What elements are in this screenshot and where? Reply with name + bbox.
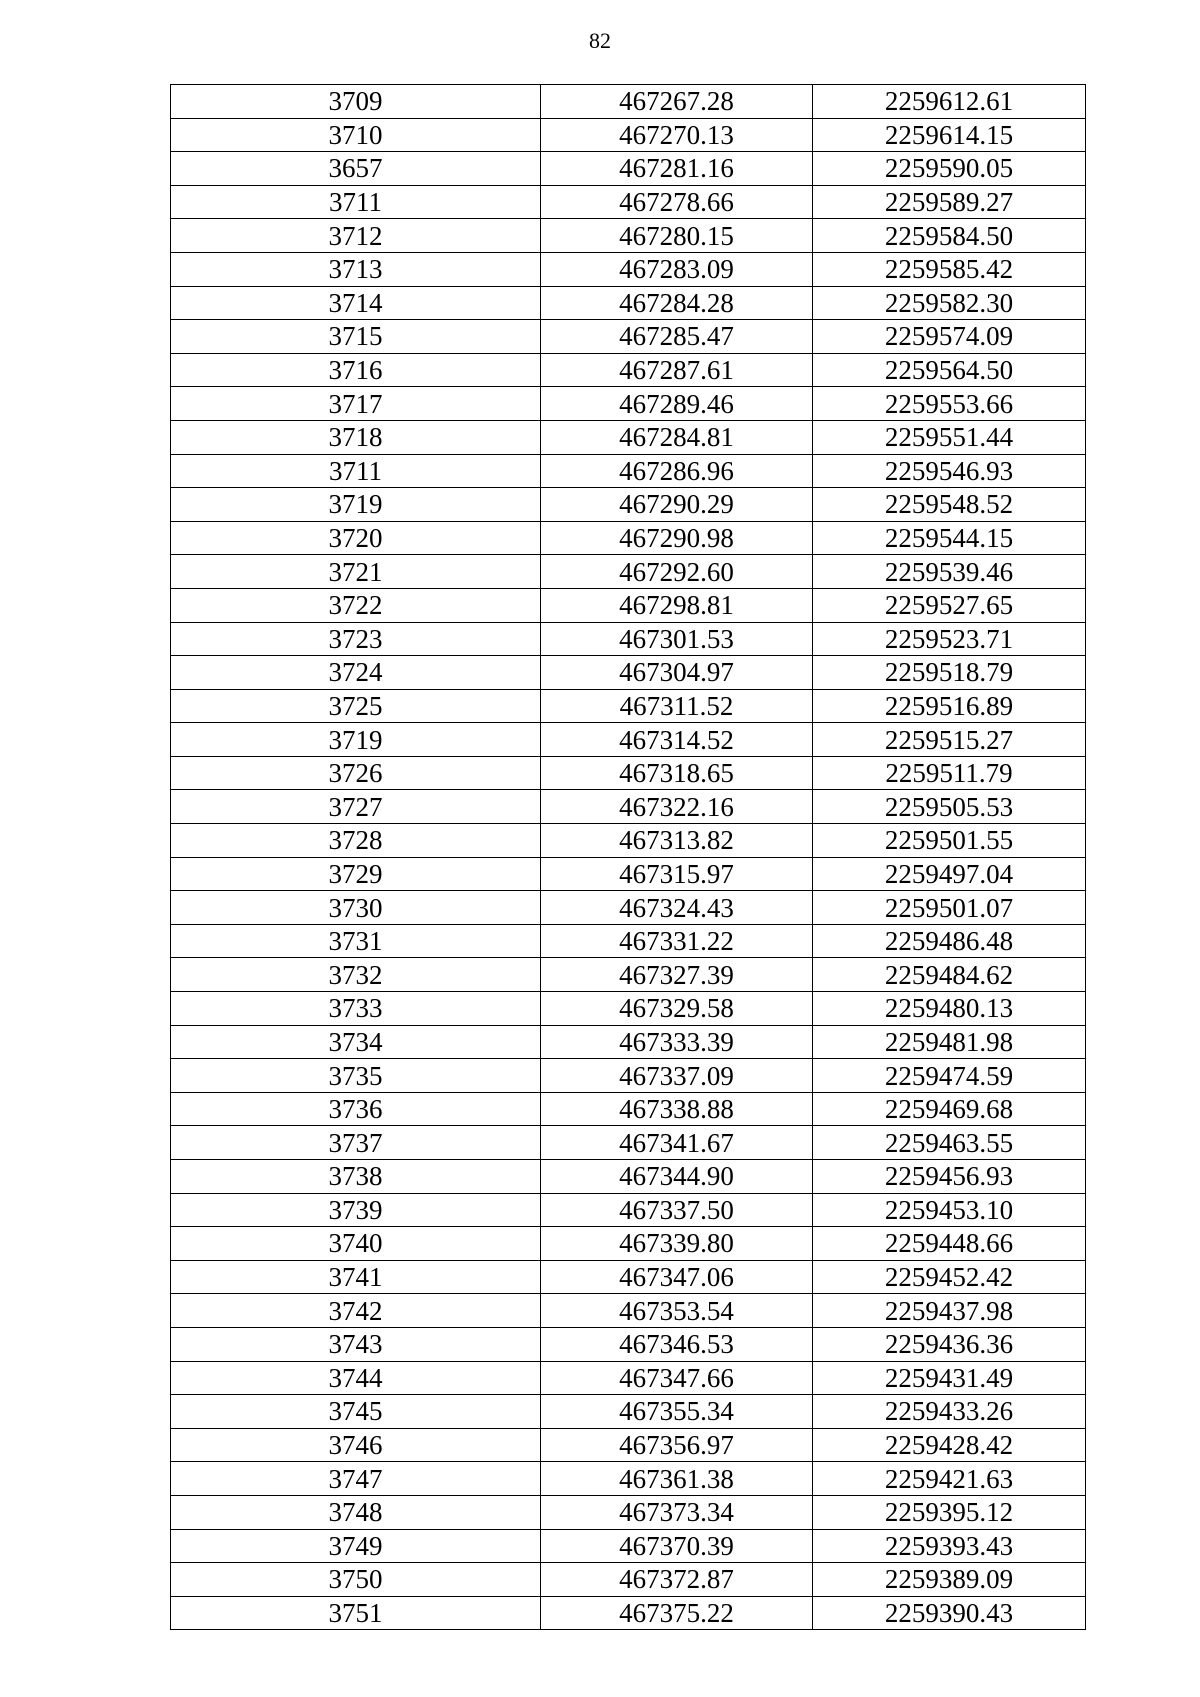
point-number-cell: 3750 bbox=[171, 1563, 541, 1597]
x-coordinate-cell: 467346.53 bbox=[541, 1327, 813, 1361]
y-coordinate-cell: 2259523.71 bbox=[813, 622, 1086, 656]
y-coordinate-cell: 2259515.27 bbox=[813, 723, 1086, 757]
y-coordinate-cell: 2259614.15 bbox=[813, 118, 1086, 152]
page-number: 82 bbox=[589, 28, 611, 53]
point-number-cell: 3719 bbox=[171, 723, 541, 757]
table-row bbox=[171, 420, 1086, 454]
point-number-cell: 3730 bbox=[171, 891, 541, 925]
table-row bbox=[171, 689, 1086, 723]
y-coordinate-cell: 2259395.12 bbox=[813, 1495, 1086, 1529]
y-coordinate-cell: 2259421.63 bbox=[813, 1462, 1086, 1496]
y-coordinate-cell: 2259484.62 bbox=[813, 958, 1086, 992]
x-coordinate-cell: 467301.53 bbox=[541, 622, 813, 656]
x-coordinate-cell: 467327.39 bbox=[541, 958, 813, 992]
x-coordinate-cell: 467318.65 bbox=[541, 756, 813, 790]
x-coordinate-cell: 467284.28 bbox=[541, 286, 813, 320]
table-row bbox=[171, 1092, 1086, 1126]
point-number-cell: 3725 bbox=[171, 689, 541, 723]
table-row bbox=[171, 252, 1086, 286]
point-number-cell: 3744 bbox=[171, 1361, 541, 1395]
point-number-cell: 3733 bbox=[171, 992, 541, 1026]
x-coordinate-cell: 467353.54 bbox=[541, 1294, 813, 1328]
point-number-cell: 3738 bbox=[171, 1160, 541, 1194]
table-row bbox=[171, 824, 1086, 858]
point-number-cell: 3747 bbox=[171, 1462, 541, 1496]
x-coordinate-cell: 467311.52 bbox=[541, 689, 813, 723]
y-coordinate-cell: 2259437.98 bbox=[813, 1294, 1086, 1328]
y-coordinate-cell: 2259486.48 bbox=[813, 924, 1086, 958]
table-row bbox=[171, 992, 1086, 1026]
table-row bbox=[171, 1025, 1086, 1059]
table-row bbox=[171, 1059, 1086, 1093]
table-row bbox=[171, 454, 1086, 488]
y-coordinate-cell: 2259480.13 bbox=[813, 992, 1086, 1026]
point-number-cell: 3749 bbox=[171, 1529, 541, 1563]
table-row bbox=[171, 488, 1086, 522]
y-coordinate-cell: 2259546.93 bbox=[813, 454, 1086, 488]
point-number-cell: 3735 bbox=[171, 1059, 541, 1093]
y-coordinate-cell: 2259589.27 bbox=[813, 185, 1086, 219]
y-coordinate-cell: 2259539.46 bbox=[813, 555, 1086, 589]
point-number-cell: 3710 bbox=[171, 118, 541, 152]
table-row bbox=[171, 1160, 1086, 1194]
y-coordinate-cell: 2259428.42 bbox=[813, 1428, 1086, 1462]
point-number-cell: 3742 bbox=[171, 1294, 541, 1328]
point-number-cell: 3713 bbox=[171, 252, 541, 286]
point-number-cell: 3731 bbox=[171, 924, 541, 958]
table-row bbox=[171, 1395, 1086, 1429]
point-number-cell: 3751 bbox=[171, 1596, 541, 1630]
table-row bbox=[171, 756, 1086, 790]
y-coordinate-cell: 2259501.55 bbox=[813, 824, 1086, 858]
x-coordinate-cell: 467339.80 bbox=[541, 1227, 813, 1261]
x-coordinate-cell: 467315.97 bbox=[541, 857, 813, 891]
y-coordinate-cell: 2259389.09 bbox=[813, 1563, 1086, 1597]
x-coordinate-cell: 467347.06 bbox=[541, 1260, 813, 1294]
table-row bbox=[171, 891, 1086, 925]
point-number-cell: 3740 bbox=[171, 1227, 541, 1261]
x-coordinate-cell: 467324.43 bbox=[541, 891, 813, 925]
table-row bbox=[171, 353, 1086, 387]
table-row bbox=[171, 1563, 1086, 1597]
x-coordinate-cell: 467329.58 bbox=[541, 992, 813, 1026]
y-coordinate-cell: 2259393.43 bbox=[813, 1529, 1086, 1563]
table-row bbox=[171, 1260, 1086, 1294]
x-coordinate-cell: 467331.22 bbox=[541, 924, 813, 958]
x-coordinate-cell: 467347.66 bbox=[541, 1361, 813, 1395]
table-row bbox=[171, 118, 1086, 152]
x-coordinate-cell: 467361.38 bbox=[541, 1462, 813, 1496]
point-number-cell: 3712 bbox=[171, 219, 541, 253]
y-coordinate-cell: 2259452.42 bbox=[813, 1260, 1086, 1294]
x-coordinate-cell: 467298.81 bbox=[541, 588, 813, 622]
x-coordinate-cell: 467344.90 bbox=[541, 1160, 813, 1194]
point-number-cell: 3728 bbox=[171, 824, 541, 858]
point-number-cell: 3714 bbox=[171, 286, 541, 320]
y-coordinate-cell: 2259548.52 bbox=[813, 488, 1086, 522]
table-row bbox=[171, 152, 1086, 186]
table-row bbox=[171, 1294, 1086, 1328]
point-number-cell: 3719 bbox=[171, 488, 541, 522]
point-number-cell: 3724 bbox=[171, 656, 541, 690]
point-number-cell: 3715 bbox=[171, 320, 541, 354]
point-number-cell: 3711 bbox=[171, 454, 541, 488]
point-number-cell: 3748 bbox=[171, 1495, 541, 1529]
x-coordinate-cell: 467270.13 bbox=[541, 118, 813, 152]
y-coordinate-cell: 2259497.04 bbox=[813, 857, 1086, 891]
point-number-cell: 3732 bbox=[171, 958, 541, 992]
table-row bbox=[171, 85, 1086, 119]
x-coordinate-cell: 467313.82 bbox=[541, 824, 813, 858]
x-coordinate-cell: 467372.87 bbox=[541, 1563, 813, 1597]
x-coordinate-cell: 467283.09 bbox=[541, 252, 813, 286]
x-coordinate-cell: 467375.22 bbox=[541, 1596, 813, 1630]
x-coordinate-cell: 467286.96 bbox=[541, 454, 813, 488]
y-coordinate-cell: 2259505.53 bbox=[813, 790, 1086, 824]
x-coordinate-cell: 467337.09 bbox=[541, 1059, 813, 1093]
x-coordinate-cell: 467373.34 bbox=[541, 1495, 813, 1529]
x-coordinate-cell: 467290.29 bbox=[541, 488, 813, 522]
y-coordinate-cell: 2259584.50 bbox=[813, 219, 1086, 253]
table-row bbox=[171, 1193, 1086, 1227]
point-number-cell: 3729 bbox=[171, 857, 541, 891]
x-coordinate-cell: 467304.97 bbox=[541, 656, 813, 690]
point-number-cell: 3727 bbox=[171, 790, 541, 824]
table-row bbox=[171, 656, 1086, 690]
x-coordinate-cell: 467267.28 bbox=[541, 85, 813, 119]
point-number-cell: 3746 bbox=[171, 1428, 541, 1462]
y-coordinate-cell: 2259516.89 bbox=[813, 689, 1086, 723]
point-number-cell: 3734 bbox=[171, 1025, 541, 1059]
point-number-cell: 3717 bbox=[171, 387, 541, 421]
table-row bbox=[171, 1126, 1086, 1160]
table-row bbox=[171, 286, 1086, 320]
x-coordinate-cell: 467287.61 bbox=[541, 353, 813, 387]
point-number-cell: 3657 bbox=[171, 152, 541, 186]
y-coordinate-cell: 2259590.05 bbox=[813, 152, 1086, 186]
x-coordinate-cell: 467355.34 bbox=[541, 1395, 813, 1429]
point-number-cell: 3739 bbox=[171, 1193, 541, 1227]
table-row bbox=[171, 622, 1086, 656]
y-coordinate-cell: 2259564.50 bbox=[813, 353, 1086, 387]
x-coordinate-cell: 467322.16 bbox=[541, 790, 813, 824]
table-row bbox=[171, 857, 1086, 891]
y-coordinate-cell: 2259574.09 bbox=[813, 320, 1086, 354]
y-coordinate-cell: 2259612.61 bbox=[813, 85, 1086, 119]
point-number-cell: 3721 bbox=[171, 555, 541, 589]
y-coordinate-cell: 2259390.43 bbox=[813, 1596, 1086, 1630]
x-coordinate-cell: 467292.60 bbox=[541, 555, 813, 589]
point-number-cell: 3720 bbox=[171, 521, 541, 555]
table-row bbox=[171, 1596, 1086, 1630]
table-row bbox=[171, 387, 1086, 421]
x-coordinate-cell: 467337.50 bbox=[541, 1193, 813, 1227]
x-coordinate-cell: 467280.15 bbox=[541, 219, 813, 253]
table-row bbox=[171, 1327, 1086, 1361]
table-row bbox=[171, 790, 1086, 824]
table-row bbox=[171, 1495, 1086, 1529]
table-row bbox=[171, 219, 1086, 253]
y-coordinate-cell: 2259582.30 bbox=[813, 286, 1086, 320]
y-coordinate-cell: 2259448.66 bbox=[813, 1227, 1086, 1261]
y-coordinate-cell: 2259453.10 bbox=[813, 1193, 1086, 1227]
table-row bbox=[171, 924, 1086, 958]
y-coordinate-cell: 2259551.44 bbox=[813, 420, 1086, 454]
y-coordinate-cell: 2259463.55 bbox=[813, 1126, 1086, 1160]
x-coordinate-cell: 467356.97 bbox=[541, 1428, 813, 1462]
point-number-cell: 3722 bbox=[171, 588, 541, 622]
y-coordinate-cell: 2259481.98 bbox=[813, 1025, 1086, 1059]
x-coordinate-cell: 467333.39 bbox=[541, 1025, 813, 1059]
x-coordinate-cell: 467289.46 bbox=[541, 387, 813, 421]
y-coordinate-cell: 2259474.59 bbox=[813, 1059, 1086, 1093]
coordinates-table-body bbox=[171, 85, 1086, 1630]
point-number-cell: 3718 bbox=[171, 420, 541, 454]
point-number-cell: 3723 bbox=[171, 622, 541, 656]
table-row bbox=[171, 958, 1086, 992]
x-coordinate-cell: 467278.66 bbox=[541, 185, 813, 219]
x-coordinate-cell: 467284.81 bbox=[541, 420, 813, 454]
coordinates-table bbox=[170, 84, 1086, 1630]
point-number-cell: 3711 bbox=[171, 185, 541, 219]
table-row bbox=[171, 521, 1086, 555]
point-number-cell: 3726 bbox=[171, 756, 541, 790]
y-coordinate-cell: 2259527.65 bbox=[813, 588, 1086, 622]
point-number-cell: 3736 bbox=[171, 1092, 541, 1126]
table-row bbox=[171, 185, 1086, 219]
x-coordinate-cell: 467370.39 bbox=[541, 1529, 813, 1563]
point-number-cell: 3737 bbox=[171, 1126, 541, 1160]
point-number-cell: 3745 bbox=[171, 1395, 541, 1429]
y-coordinate-cell: 2259501.07 bbox=[813, 891, 1086, 925]
table-row bbox=[171, 588, 1086, 622]
table-row bbox=[171, 555, 1086, 589]
y-coordinate-cell: 2259553.66 bbox=[813, 387, 1086, 421]
y-coordinate-cell: 2259585.42 bbox=[813, 252, 1086, 286]
y-coordinate-cell: 2259431.49 bbox=[813, 1361, 1086, 1395]
point-number-cell: 3709 bbox=[171, 85, 541, 119]
y-coordinate-cell: 2259436.36 bbox=[813, 1327, 1086, 1361]
x-coordinate-cell: 467341.67 bbox=[541, 1126, 813, 1160]
table-row bbox=[171, 1361, 1086, 1395]
table-row bbox=[171, 1529, 1086, 1563]
x-coordinate-cell: 467290.98 bbox=[541, 521, 813, 555]
y-coordinate-cell: 2259518.79 bbox=[813, 656, 1086, 690]
x-coordinate-cell: 467285.47 bbox=[541, 320, 813, 354]
y-coordinate-cell: 2259544.15 bbox=[813, 521, 1086, 555]
y-coordinate-cell: 2259511.79 bbox=[813, 756, 1086, 790]
x-coordinate-cell: 467338.88 bbox=[541, 1092, 813, 1126]
y-coordinate-cell: 2259433.26 bbox=[813, 1395, 1086, 1429]
point-number-cell: 3716 bbox=[171, 353, 541, 387]
point-number-cell: 3743 bbox=[171, 1327, 541, 1361]
x-coordinate-cell: 467314.52 bbox=[541, 723, 813, 757]
y-coordinate-cell: 2259469.68 bbox=[813, 1092, 1086, 1126]
table-row bbox=[171, 320, 1086, 354]
point-number-cell: 3741 bbox=[171, 1260, 541, 1294]
y-coordinate-cell: 2259456.93 bbox=[813, 1160, 1086, 1194]
table-row bbox=[171, 1462, 1086, 1496]
table-row bbox=[171, 723, 1086, 757]
table-row bbox=[171, 1428, 1086, 1462]
x-coordinate-cell: 467281.16 bbox=[541, 152, 813, 186]
table-row bbox=[171, 1227, 1086, 1261]
